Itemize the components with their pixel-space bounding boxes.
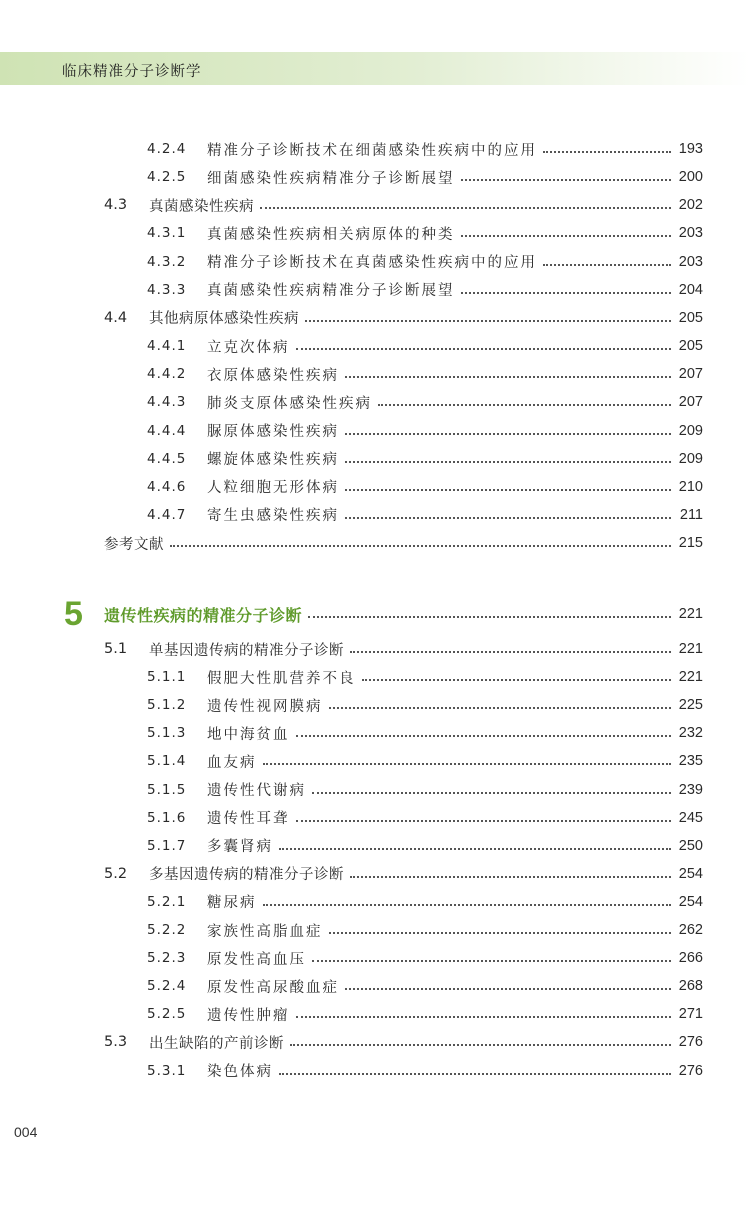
toc-entry-page: 221 xyxy=(678,641,703,657)
toc-entry-title: 原发性高血压 xyxy=(207,951,306,968)
chapter-heading[interactable] xyxy=(64,596,703,632)
toc-entry-title: 原发性高尿酸血症 xyxy=(207,979,339,996)
dot-leader xyxy=(345,433,671,435)
toc-entry[interactable] xyxy=(147,664,703,690)
toc-entry-title: 遗传性视网膜病 xyxy=(207,698,323,715)
dot-leader xyxy=(296,1016,671,1018)
toc-entry-title: 人粒细胞无形体病 xyxy=(207,480,339,497)
toc-entry-title: 精准分子诊断技术在真菌感染性疾病中的应用 xyxy=(207,255,537,272)
toc-entry-title: 遗传性耳聋 xyxy=(207,811,290,828)
toc-entry-number: 5.2.4 xyxy=(147,978,187,995)
toc-entry-page: 202 xyxy=(678,197,703,214)
toc-entry-title: 地中海贫血 xyxy=(207,726,290,743)
toc-entry[interactable] xyxy=(147,164,703,190)
toc-entry-title: 精准分子诊断技术在细菌感染性疾病中的应用 xyxy=(207,142,537,159)
dot-leader xyxy=(350,876,671,878)
toc-entry-title: 真菌感染性疾病 xyxy=(149,198,254,215)
dot-leader xyxy=(260,207,671,209)
toc-entry-page: 203 xyxy=(678,253,703,270)
dot-leader xyxy=(378,404,671,406)
toc-entry-number: 5.1.1 xyxy=(147,669,187,686)
dot-leader xyxy=(263,904,671,906)
dot-leader xyxy=(312,792,671,794)
toc-entry-number: 4.4.5 xyxy=(147,450,187,467)
toc-entry-page: 203 xyxy=(678,225,703,242)
toc-entry[interactable] xyxy=(147,277,703,303)
toc-entry[interactable] xyxy=(147,474,703,500)
toc-entry-page: 254 xyxy=(678,865,703,882)
dot-leader xyxy=(345,461,671,463)
toc-entry-number: 5.1 xyxy=(104,641,128,657)
toc-entry-page: 200 xyxy=(678,169,703,186)
dot-leader xyxy=(170,545,671,547)
toc-entry-number: 4.4 xyxy=(104,309,128,326)
dot-leader xyxy=(305,320,671,322)
toc-entry[interactable] xyxy=(147,136,703,162)
toc-entry[interactable] xyxy=(147,692,703,718)
toc-entry[interactable] xyxy=(147,1001,703,1027)
toc-entry-number: 5.2.3 xyxy=(147,950,187,967)
toc-entry[interactable] xyxy=(104,305,703,331)
toc-entry[interactable] xyxy=(147,418,703,444)
toc-entry[interactable] xyxy=(104,1029,703,1055)
dot-leader xyxy=(461,292,671,294)
toc-entry[interactable] xyxy=(147,917,703,943)
toc-entry-number: 5.2.2 xyxy=(147,922,187,938)
dot-leader xyxy=(290,1044,671,1046)
toc-entry-page: 254 xyxy=(678,893,703,910)
toc-entry-page: 193 xyxy=(678,141,703,157)
toc-entry[interactable] xyxy=(147,220,703,246)
toc-entry-page: 245 xyxy=(678,809,703,826)
toc-entry-number: 5.1.2 xyxy=(147,697,187,714)
toc-entry-page: 266 xyxy=(678,950,703,967)
toc-entry-page: 209 xyxy=(678,450,703,467)
toc-entry-number: 4.3.3 xyxy=(147,281,187,298)
dot-leader xyxy=(279,848,671,850)
toc-entry-page: 268 xyxy=(678,978,703,995)
toc-entry-page: 276 xyxy=(678,1034,703,1051)
toc-entry-page: 271 xyxy=(678,1006,703,1023)
toc-entry-number: 4.4.3 xyxy=(147,394,187,411)
dot-leader xyxy=(345,988,671,990)
toc-entry-title: 遗传性代谢病 xyxy=(207,783,306,799)
toc-entry-page: 225 xyxy=(678,697,703,714)
dot-leader xyxy=(296,820,671,822)
toc-entry-page: 205 xyxy=(678,309,703,326)
toc-entry-title: 衣原体感染性疾病 xyxy=(207,367,339,384)
toc-entry[interactable] xyxy=(147,833,703,859)
chapter-number: 5 xyxy=(64,594,83,633)
dot-leader xyxy=(279,1073,671,1075)
dot-leader xyxy=(312,960,671,962)
toc-entry-title: 染色体病 xyxy=(207,1064,273,1080)
toc-entry-number: 4.4.4 xyxy=(147,422,187,439)
dot-leader xyxy=(263,763,671,765)
dot-leader xyxy=(461,235,671,237)
toc-entry-title: 糖尿病 xyxy=(207,895,257,912)
toc-entry[interactable] xyxy=(104,530,703,556)
toc-entry-page: 221 xyxy=(678,669,703,686)
toc-entry-number: 4.2.4 xyxy=(147,141,187,157)
toc-entry-number: 4.2.5 xyxy=(147,169,187,186)
toc-entry-page: 250 xyxy=(678,837,703,854)
toc-entry-number: 5.1.5 xyxy=(147,781,187,798)
dot-leader xyxy=(345,517,671,519)
toc-entry-title: 其他病原体感染性疾病 xyxy=(149,311,299,328)
toc-entry[interactable] xyxy=(147,249,703,275)
toc-entry[interactable] xyxy=(104,861,703,887)
toc-entry-page: 239 xyxy=(678,781,703,798)
toc-entry[interactable] xyxy=(147,945,703,971)
chapter-title: 遗传性疾病的精准分子诊断 xyxy=(104,605,303,625)
toc-entry-number: 4.3.2 xyxy=(147,253,187,270)
toc-entry-number: 4.3 xyxy=(104,197,128,214)
toc-entry-number: 4.4.7 xyxy=(147,506,187,523)
toc-entry-page: 210 xyxy=(678,478,703,495)
dot-leader xyxy=(329,707,671,709)
toc-entry-number: 5.1.7 xyxy=(147,837,187,854)
toc-entry-title: 遗传性肿瘤 xyxy=(207,1007,290,1024)
toc-entry-title: 出生缺陷的产前诊断 xyxy=(149,1035,284,1052)
dot-leader xyxy=(296,735,671,737)
toc-entry-title: 真菌感染性疾病相关病原体的种类 xyxy=(207,226,455,243)
toc-entry-title: 家族性高脂血症 xyxy=(207,923,323,940)
dot-leader xyxy=(362,679,671,681)
toc-entry-number: 4.4.1 xyxy=(147,338,187,355)
toc-entry-number: 4.3.1 xyxy=(147,225,187,242)
toc-entry[interactable] xyxy=(147,720,703,746)
toc-entry-page: 209 xyxy=(678,422,703,439)
toc-entry-page: 204 xyxy=(678,281,703,298)
toc-entry[interactable] xyxy=(147,446,703,472)
toc-entry[interactable] xyxy=(104,192,703,218)
toc-entry-number: 4.4.6 xyxy=(147,478,187,495)
toc-entry-page: 276 xyxy=(678,1062,703,1079)
toc-entry-page: 207 xyxy=(678,394,703,411)
toc-entry-number: 5.2.1 xyxy=(147,893,187,910)
dot-leader xyxy=(345,489,671,491)
toc-entry-number: 4.4.2 xyxy=(147,366,187,383)
toc-entry[interactable] xyxy=(147,973,703,999)
toc-entry-title: 脲原体感染性疾病 xyxy=(207,424,339,440)
chapter-page: 221 xyxy=(678,606,703,622)
toc-entry-title: 螺旋体感染性疾病 xyxy=(207,452,339,469)
toc-entry-number: 5.2.5 xyxy=(147,1006,187,1023)
toc-entry[interactable] xyxy=(147,389,703,415)
toc-entry-page: 207 xyxy=(678,366,703,383)
toc-entry-title: 单基因遗传病的精准分子诊断 xyxy=(149,642,344,659)
toc-entry[interactable] xyxy=(147,502,703,528)
dot-leader xyxy=(345,376,671,378)
dot-leader xyxy=(350,651,671,653)
toc-entry-page: 215 xyxy=(678,535,703,552)
toc-entry[interactable] xyxy=(104,636,703,662)
toc-entry[interactable] xyxy=(147,361,703,387)
dot-leader xyxy=(543,264,671,266)
toc-entry-number: 5.2 xyxy=(104,865,128,882)
dot-leader xyxy=(543,151,671,153)
toc-entry-title: 血友病 xyxy=(207,754,257,771)
dot-leader xyxy=(329,932,671,934)
toc-entry-title: 肺炎支原体感染性疾病 xyxy=(207,395,372,412)
toc-entry[interactable] xyxy=(147,1058,703,1084)
toc-entry-number: 5.1.3 xyxy=(147,725,187,742)
toc-entry-number: 5.3.1 xyxy=(147,1062,187,1079)
toc-entry-title: 多基因遗传病的精准分子诊断 xyxy=(149,867,344,884)
dot-leader xyxy=(296,348,671,350)
toc-entry-page: 235 xyxy=(678,753,703,770)
toc-entry-page: 262 xyxy=(678,922,703,938)
toc-entry-page: 205 xyxy=(678,338,703,355)
dot-leader xyxy=(461,179,671,181)
toc-entry[interactable] xyxy=(147,748,703,774)
book-title: 临床精准分子诊断学 xyxy=(62,64,202,80)
toc-entry-title: 参考文献 xyxy=(104,536,164,553)
toc-entry-title: 寄生虫感染性疾病 xyxy=(207,508,339,525)
page-number: 004 xyxy=(14,1124,38,1140)
toc-entry[interactable] xyxy=(147,805,703,831)
toc-entry[interactable] xyxy=(147,889,703,915)
toc-entry-page: 211 xyxy=(679,506,703,523)
dot-leader xyxy=(308,616,671,618)
toc-entry-title: 细菌感染性疾病精准分子诊断展望 xyxy=(207,170,455,187)
toc-entry-page: 232 xyxy=(678,725,703,742)
toc-entry-title: 假肥大性肌营养不良 xyxy=(207,670,356,687)
toc-entry-number: 5.1.4 xyxy=(147,753,187,770)
toc-entry-title: 多囊肾病 xyxy=(207,839,273,856)
toc-entry-number: 5.1.6 xyxy=(147,809,187,826)
toc-entry-number: 5.3 xyxy=(104,1034,128,1051)
toc-entry-title: 立克次体病 xyxy=(207,339,290,356)
toc-entry-title: 真菌感染性疾病精准分子诊断展望 xyxy=(207,283,455,300)
toc-entry[interactable] xyxy=(147,777,703,803)
toc-entry[interactable] xyxy=(147,333,703,359)
